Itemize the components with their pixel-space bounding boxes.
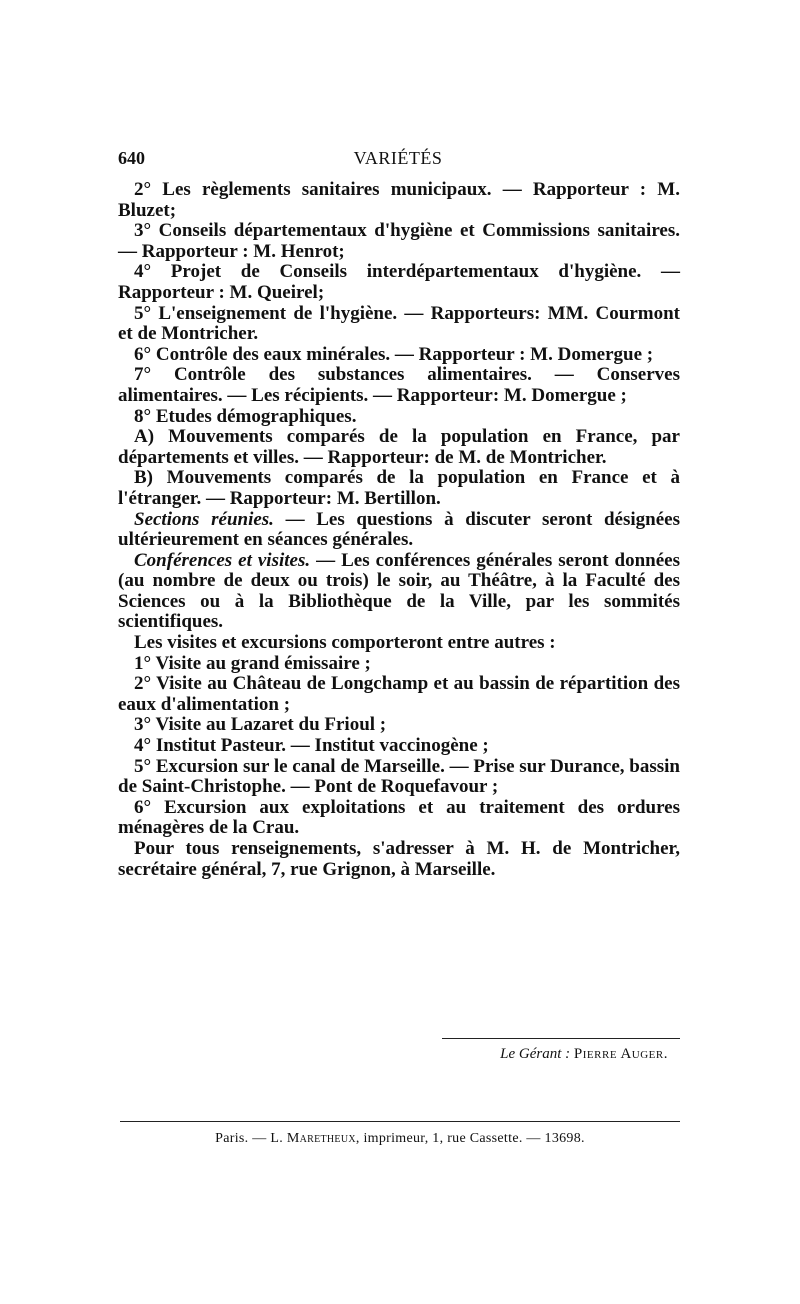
paragraph-item-8a: A) Mouvements comparés de la population en France, par départements et villes. — Rapporteur: de M. de Montricher. bbox=[118, 426, 680, 468]
gerant-signature bbox=[442, 1046, 668, 1063]
visits-intro: Les visites et excursions comporteront entre autres : bbox=[134, 632, 556, 654]
body-text bbox=[118, 180, 680, 880]
paragraph-item-3: 3° Conseils départementaux d'hygiène et Commissions sanitaires. — Rapporteur : M. Henrot; bbox=[118, 220, 680, 262]
visit-item-6: 6° Excursion aux exploitations et au traitement des ordures ménagères de la Crau. bbox=[118, 796, 680, 839]
visit-item-4: 4° Institut Pasteur. — Institut vaccinogène ; bbox=[134, 735, 489, 757]
paragraph-item-8: 8° Etudes démographiques. bbox=[134, 405, 357, 427]
gerant-divider bbox=[442, 1038, 680, 1039]
printer-name: Maretheux bbox=[286, 1131, 356, 1146]
visit-item-1: 1° Visite au grand émissaire ; bbox=[134, 652, 371, 674]
sections-reunies-text: — Les questions à discuter seront désignées ultérieurement en séances générales. bbox=[118, 508, 680, 551]
printer-suffix: , imprimeur, 1, rue Cassette. — 13698. bbox=[355, 1131, 585, 1146]
printer-prefix: Paris. — L. bbox=[215, 1131, 287, 1146]
visit-item-3: 3° Visite au Lazaret du Frioul ; bbox=[134, 714, 387, 736]
visit-item-2: 2° Visite au Château de Longchamp et au bassin de répartition des eaux d'alimentation ; bbox=[118, 673, 680, 715]
gerant-label: Le Gérant : bbox=[500, 1046, 571, 1062]
paragraph-item-6: 6° Contrôle des eaux minérales. — Rapporteur : M. Domergue ; bbox=[134, 343, 654, 365]
page-number: 640 bbox=[118, 148, 145, 168]
visit-item-5: 5° Excursion sur le canal de Marseille. — Prise sur Durance, bassin de Saint-Christophe. — Pont de Roquefavour ; bbox=[118, 755, 680, 798]
page-header bbox=[118, 148, 678, 174]
contact-paragraph: Pour tous renseignements, s'adresser à M. H. de Montricher, secrétaire général, 7, rue Grignon, à Marseille. bbox=[118, 838, 680, 880]
paragraph-item-7: 7° Contrôle des substances alimentaires. — Conserves alimentaires. — Les récipients. — Rapporteur: M. Domergue ; bbox=[118, 364, 680, 406]
paragraph-item-4: 4° Projet de Conseils interdépartementaux d'hygiène. — Rapporteur : M. Queirel; bbox=[118, 261, 680, 303]
conferences-paragraph bbox=[118, 551, 680, 633]
sections-reunies-paragraph bbox=[118, 510, 680, 551]
running-title: VARIÉTÉS bbox=[353, 148, 443, 168]
printer-imprint bbox=[120, 1131, 680, 1147]
paragraph-item-8b: B) Mouvements comparés de la population en France et à l'étranger. — Rapporteur: M. Bertillon. bbox=[118, 467, 680, 509]
printer-divider bbox=[120, 1121, 680, 1122]
gerant-name: Pierre Auger. bbox=[573, 1046, 668, 1062]
paragraph-item-5: 5° L'enseignement de l'hygiène. — Rapporteurs: MM. Courmont et de Montricher. bbox=[118, 302, 680, 345]
sections-reunies-label: Sections réunies. bbox=[134, 508, 274, 530]
conferences-text: — Les conférences générales seront données (au nombre de deux ou trois) le soir, au Théâtre, à la Faculté des Sciences ou à la Bibliothèque de la Ville, par les sommités scientifiques. bbox=[118, 549, 681, 633]
paragraph-item-2: 2° Les règlements sanitaires municipaux. — Rapporteur : M. Bluzet; bbox=[118, 179, 680, 221]
conferences-label: Conférences et visites. bbox=[134, 549, 311, 571]
